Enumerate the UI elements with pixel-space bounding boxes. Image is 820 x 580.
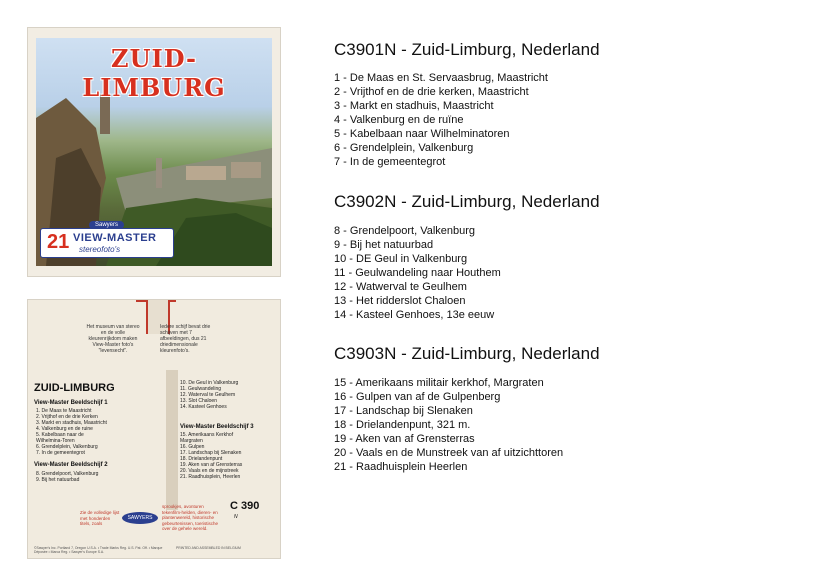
set-item: 11 - Geulwandeling naar Houthem [334,267,501,279]
reel-3-heading: View-Master Beeldschijf 3 [180,424,254,430]
reel-2-item: 13. Slot Chaloen [180,398,217,404]
set-item: 7 - In de gemeentegrot [334,156,446,168]
reel-3-item: 16. Gulpen [180,444,205,450]
set-item: 2 - Vrijthof en de drie kerken, Maastricht [334,86,529,98]
set-item: 4 - Valkenburg en de ruïne [334,114,464,126]
reel-3-item: 15. Amerikaans Kerkhof [180,432,234,438]
set-item: 8 - Grendelpoort, Valkenburg [334,225,476,237]
catalog-number: C 390 [230,500,260,512]
set-item: 14 - Kasteel Genhoes, 13e eeuw [334,309,495,321]
set-title: C3902N - Zuid-Limburg, Nederland [334,192,600,211]
front-cover [28,28,280,276]
catalog-suffix: N [234,514,238,520]
envelope-window [166,370,178,510]
set-item: 12 - Watwerval te Geulhem [334,281,467,293]
set-item: 18 - Drielandenpunt, 321 m. [334,419,471,431]
reel-count: 21 [47,231,70,253]
reel-3-item: 20. Vaals en de mijnstreek [180,468,239,474]
set-item: 5 - Kabelbaan naar Wilhelminatoren [334,128,510,140]
promo-text-left: Zie de volledige lijst met honderden titels, zoals [80,510,120,526]
reel-1-item: Wilhelmina-Toren [36,438,75,444]
set-item: 19 - Aken van af Grensterras [334,433,475,445]
reel-2-item: 14. Kasteel Genhoes [180,404,227,410]
set-item: 15 - Amerikaans militair kerkhof, Margraten [334,377,544,389]
sawyers-logo: Sawyers [89,221,124,229]
printed-in-text: PRINTED AND ASSEMBLED IN BELGIUM [176,546,241,550]
cover-title: ZUID-LIMBURG [82,44,226,102]
set-item: 17 - Landschap bij Slenaken [334,405,473,417]
sawyers-logo: SAWYERS [122,512,158,524]
reel-2-item: 8. Grendelpoort, Valkenburg [36,471,99,477]
intro-text-right: Iedere schijf bevat drie schijven met 7 afbeeldingen, dus 21 driedimensionale kleurenfoto's. [160,324,211,354]
set-item: 16 - Gulpen van af de Gulpenberg [334,391,501,403]
back-title: ZUID-LIMBURG [34,382,115,394]
promo-text-right: sprookjes, avonturen tekenfilm-helden, dieren- en plantenwereld, historische gebeurtenissen, toeristische over de gehele wereld. [162,504,219,531]
view-master-badge [40,222,174,258]
reel-3-item: 18. Drielandenpunt [180,456,223,462]
back-cover [28,300,280,558]
reel-2-item: 12. Waterval te Geulhem [180,392,236,398]
reel-1-item: 5. Kabelbaan naar de [36,432,84,438]
brand-subtitle: stereofoto's [79,245,121,254]
reel-3-item: 19. Aken van af Grensterras [180,462,243,468]
copyright-text: ©Sawyer's Inc. Portland 7, Oregon U.S.A. • Trade Marks Reg. U.S. Pat. Off. • Marque Déposée • Marca Reg. • Sawyer's Europe S.A. [34,546,163,554]
reel-2-heading: View-Master Beeldschijf 2 [34,462,108,468]
brand-name: VIEW-MASTER [73,232,157,244]
reel-1-item: 3. Markt en stadhuis, Maastricht [36,420,107,426]
reel-2-item: 9. Bij het natuurbad [36,477,80,483]
intro-text-left: Het museum van stereo en de volle kleurenrijkdom maken View-Master foto's "levensecht". [86,324,140,354]
set-item: 9 - Bij het natuurbad [334,239,434,251]
set-item: 1 - De Maas en St. Servaasbrug, Maastricht [334,72,548,84]
reel-1-item: 6. Grendelplein, Valkenburg [36,444,98,450]
reel-3-item: 21. Raadhuisplein, Heerlen [180,474,241,480]
cover-photo [36,38,272,266]
reel-1-item: 4. Valkenburg en de ruine [36,426,93,432]
reel-3-item: Margraten [180,438,203,444]
reel-1-item: 7. In de gemeentegrot [36,450,85,456]
reel-3-item: 17. Landschap bij Slenaken [180,450,242,456]
set-item: 13 - Het ridderslot Chaloen [334,295,466,307]
reel-1-heading: View-Master Beeldschijf 1 [34,400,108,406]
set-item: 20 - Vaals en de Munstreek van af uitzichttoren [334,447,564,459]
set-item: 6 - Grendelplein, Valkenburg [334,142,474,154]
reel-2-item: 11. Geulwandeling [180,386,222,392]
reel-2-item: 10. De Geul in Valkenburg [180,380,239,386]
set-title: C3901N - Zuid-Limburg, Nederland [334,40,600,59]
reel-1-item: 2. Vrijthof en de drie Kerken [36,414,98,420]
set-item: 21 - Raadhuisplein Heerlen [334,461,468,473]
set-title: C3903N - Zuid-Limburg, Nederland [334,344,600,363]
set-item: 3 - Markt en stadhuis, Maastricht [334,100,494,112]
set-item: 10 - DE Geul in Valkenburg [334,253,468,265]
reel-1-item: 1. De Maas te Maastricht [36,408,92,414]
